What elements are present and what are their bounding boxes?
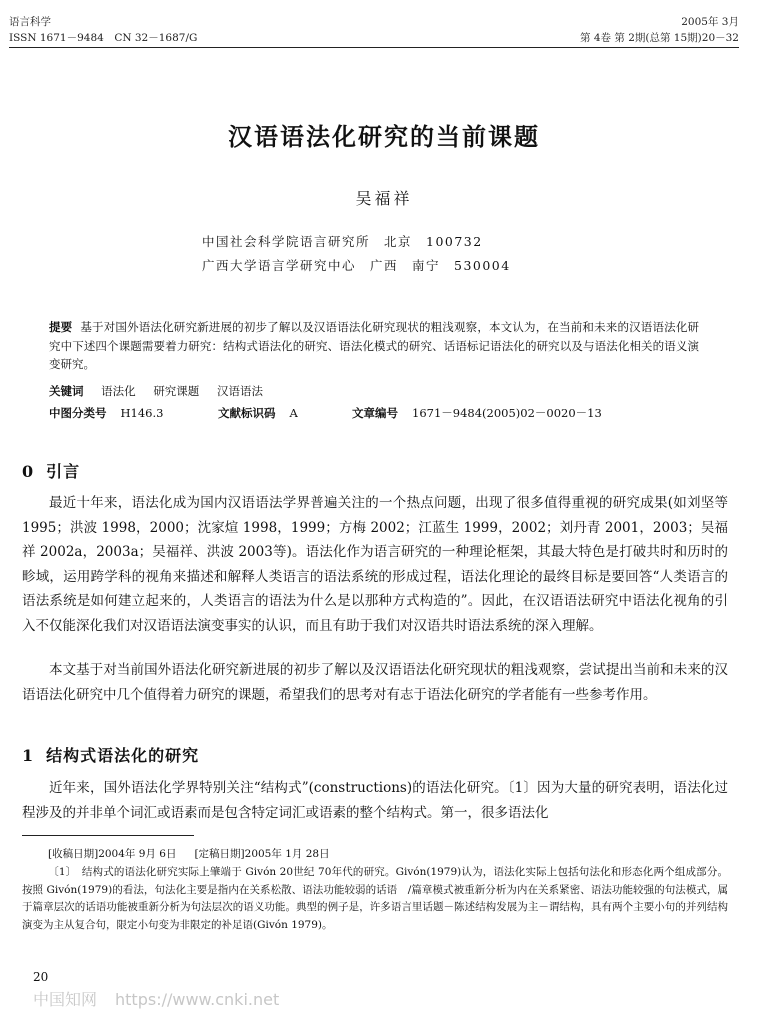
revised-date: [定稿日期]2005年 1月 28日 xyxy=(194,848,330,860)
clc-number xyxy=(49,405,163,421)
section-title: 结构式语法化的研究 xyxy=(46,746,200,765)
abstract-label: 提要 xyxy=(49,320,73,334)
page-number: 20 xyxy=(33,970,49,984)
paragraph-3: 近年来，国外语法化学界特别关注“结构式”(constructions)的语法化研究。〔1〕因为大量的研究表明，语法化过程涉及的并非单个词汇或语素而是包含特定词汇或语素的整个结构式。第一，很多语法化 xyxy=(22,780,728,821)
publish-date: 2005年 3月 xyxy=(681,16,739,28)
article-value: 1671－9484(2005)02－0020－13 xyxy=(412,406,602,420)
journal-name: 语言科学 xyxy=(9,16,51,28)
paragraph-2: 本文基于对当前国外语法化研究新进展的初步了解以及汉语语法化研究现状的粗浅观察，尝试提出当前和未来的汉语语法化研究中几个值得着力研究的课题，希望我们的思考对有志于语法化研究的学者能有一些参考作用。 xyxy=(22,662,728,703)
footnote-dates xyxy=(48,846,754,864)
footnote-rule xyxy=(22,835,194,836)
cnki-logo-text: 中国知网 xyxy=(33,990,98,1009)
header-rule xyxy=(9,47,739,48)
article-label: 文章编号 xyxy=(352,406,398,420)
section-heading-1 xyxy=(22,743,199,766)
doc-value: A xyxy=(289,406,298,420)
doc-label: 文献标识码 xyxy=(218,406,276,420)
document-code xyxy=(218,405,298,421)
clc-value: H146.3 xyxy=(120,406,164,420)
keywords-label: 关键词 xyxy=(49,384,84,398)
keyword-item: 研究课题 xyxy=(153,384,200,398)
affiliation-2: 广西大学语言学研究中心 广西 南宁 530004 xyxy=(202,258,511,273)
cnki-url[interactable]: https://www.cnki.net xyxy=(115,990,280,1009)
abstract-text: 基于对国外语法化研究新进展的初步了解以及汉语语法化研究现状的粗浅观察，本文认为，在当前和未来的汉语语法化研究中下述四个课题需要着力研究：结构式语法化的研究、语法化模式的研究、话语标记语法化的研究以及与语法化相关的语义演变研究。 xyxy=(49,320,700,371)
received-date: [收稿日期]2004年 9月 6日 xyxy=(48,848,177,860)
abstract xyxy=(49,318,699,374)
footnote-1: 〔1〕 结构式的语法化研究实际上肇端于 Givón 20世纪 70年代的研究。Givón(1979)认为，语法化实际上包括句法化和形态化两个组成部分。按照 Givón(1979)的看法，句法化主要是指内在关系松散、语法功能较弱的话语 /篇章模式被重新分析为内在关系紧密、语法功能较强的句法模式，属于篇章层次的话语功能被重新分析为句法层次的语义功能。典型的例子是，许多语言里话题－陈述结构发展为主－谓结构，具有两个主要小句的并列结构演变为主从复合句，限定小句变为非限定的补足语(Givón 1979)。 xyxy=(22,866,728,931)
article-number xyxy=(352,405,602,421)
cnki-watermark xyxy=(33,987,279,1010)
affiliation-1: 中国社会科学院语言研究所 北京 100732 xyxy=(202,234,483,249)
clc-label: 中图分类号 xyxy=(49,406,107,420)
paragraph-1: 最近十年来，语法化成为国内汉语语法学界普遍关注的一个热点问题，出现了很多值得重视的研究成果(如刘坚等 1995；洪波 1998，2000；沈家煊 1998，1999；方梅 2002；江蓝生 1999，2002；刘丹青 2001，2003；吴福祥 2002a，2003a；吴福祥、洪波 2003等)。语法化作为语言研究的一种理论框架，其最大特色是打破共时和历时的畛域，运用跨学科的视角来描述和解释人类语言的语法系统的形成过程，语法化理论的最终目标是要回答“人类语言的语法系统是如何建立起来的，人类语言的语法为什么是以那种方式构造的”。因此，在汉语语法研究中语法化视角的引入不仅能深化我们对汉语语法演变事实的认识，而且有助于我们对汉语共时语法系统的深入理解。 xyxy=(22,495,728,634)
paper-title: 汉语语法化研究的当前课题 xyxy=(228,122,540,151)
section-number: 0 xyxy=(22,462,35,481)
issue-info: 第 4卷 第 2期(总第 15期)20－32 xyxy=(580,32,739,44)
section-number: 1 xyxy=(22,746,35,765)
keyword-item: 汉语语法 xyxy=(216,384,263,398)
section-heading-0 xyxy=(22,459,80,482)
section-title: 引言 xyxy=(46,462,81,481)
keyword-item: 语法化 xyxy=(101,384,136,398)
issn-cn: ISSN 1671－9484 CN 32－1687/G xyxy=(9,32,198,44)
keywords xyxy=(49,383,277,399)
author-name: 吴福祥 xyxy=(355,189,413,208)
